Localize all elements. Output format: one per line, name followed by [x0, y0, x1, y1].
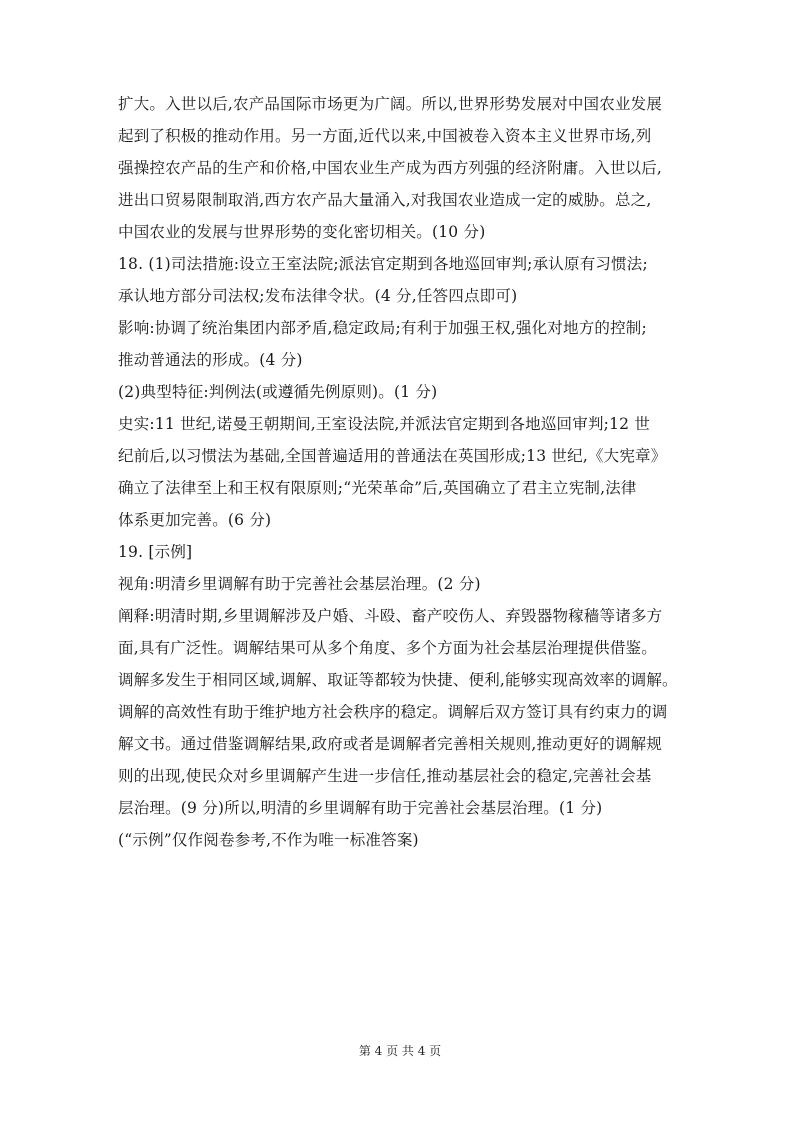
text-line: 中国农业的发展与世界形势的变化密切相关。(10 分): [118, 223, 486, 241]
page-number-footer: 第 4 页 共 4 页: [358, 1044, 442, 1058]
text-line: 调解多发生于相同区域,调解、取证等都较为快捷、便利,能够实现高效率的调解。: [118, 671, 678, 689]
text-line: 史实:11 世纪,诺曼王朝期间,王室设法院,并派法官定期到各地巡回审判;12 世: [118, 415, 651, 433]
text-line: 纪前后,以习惯法为基础,全国普遍适用的普通法在英国形成;13 世纪,《大宪章》: [118, 447, 667, 465]
question-18-heading-line: 18. (1)司法措施:设立王室法院;派法官定期到各地巡回审判;承认原有习惯法;: [118, 255, 648, 273]
text-line: 强操控农产品的生产和价格,中国农业生产成为西方列强的经济附庸。入世以后,: [118, 159, 663, 177]
text-line: 影响:协调了统治集团内部矛盾,稳定政局;有利于加强王权,强化对地方的控制;: [118, 319, 647, 337]
text-line: 面,具有广泛性。调解结果可从多个角度、多个方面为社会基层治理提供借鉴。: [118, 639, 657, 657]
text-line: 进出口贸易限制取消,西方农产品大量涌入,对我国农业造成一定的威胁。总之,: [118, 191, 652, 209]
text-line: 解文书。通过借鉴调解结果,政府或者是调解者完善相关规则,推动更好的调解规: [118, 735, 663, 753]
text-line: 调解的高效性有助于维护地方社会秩序的稳定。调解后双方签订具有约束力的调: [118, 703, 668, 721]
text-line: (2)典型特征:判例法(或遵循先例原则)。(1 分): [118, 383, 438, 401]
text-line: 承认地方部分司法权;发布法律令状。(4 分,任答四点即可): [118, 287, 518, 305]
answer-text-body: [118, 88, 718, 856]
note-line: (“示例”仅作阅卷参考,不作为唯一标准答案): [118, 831, 419, 849]
text-line: 则的出现,使民众对乡里调解产生进一步信任,推动基层社会的稳定,完善社会基: [118, 767, 652, 785]
text-line: 层治理。(9 分)所以,明清的乡里调解有助于完善社会基层治理。(1 分): [118, 799, 603, 817]
question-19-heading-line: 19. [示例]: [118, 543, 193, 561]
text-line: 视角:明清乡里调解有助于完善社会基层治理。(2 分): [118, 575, 481, 593]
text-line: 起到了积极的推动作用。另一方面,近代以来,中国被卷入资本主义世界市场,列: [118, 127, 652, 145]
text-line: 扩大。入世以后,农产品国际市场更为广阔。所以,世界形势发展对中国农业发展: [118, 95, 663, 113]
text-line: 确立了法律至上和王权有限原则;“光荣革命”后,英国确立了君主立宪制,法律: [118, 479, 637, 497]
text-line: 阐释:明清时期,乡里调解涉及户婚、斗殴、畜产咬伤人、弃毁器物稼穑等诸多方: [118, 607, 663, 625]
text-line: 体系更加完善。(6 分): [118, 511, 272, 529]
text-line: 推动普通法的形成。(4 分): [118, 351, 303, 369]
